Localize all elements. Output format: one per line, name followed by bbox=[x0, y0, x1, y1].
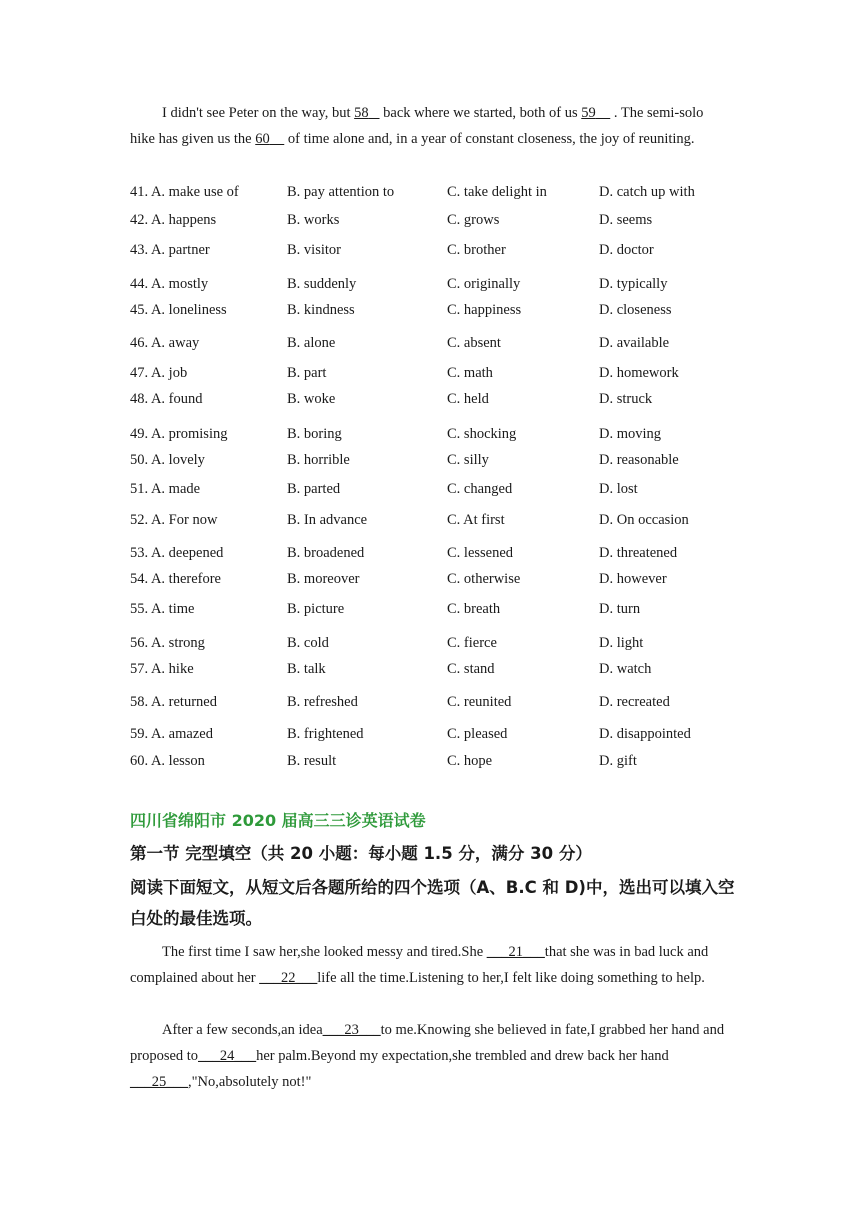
option-b: B. result bbox=[287, 753, 337, 769]
option-d: D. lost bbox=[599, 481, 638, 497]
option-d: D. recreated bbox=[599, 694, 670, 710]
option-b: B. alone bbox=[287, 335, 336, 351]
blank-23: ___23___ bbox=[322, 1022, 381, 1038]
option-c: C. At first bbox=[447, 512, 505, 528]
blank-21: ___21___ bbox=[486, 944, 545, 960]
option-d: D. light bbox=[599, 635, 644, 651]
option-b: B. In advance bbox=[287, 512, 368, 528]
option-b: B. frightened bbox=[287, 726, 364, 742]
option-num: 46. A. away bbox=[130, 335, 200, 351]
passage-text: . The semi-solo hike has given us the bbox=[130, 105, 704, 147]
option-num: 57. A. hike bbox=[130, 661, 194, 677]
option-num: 48. A. found bbox=[130, 391, 203, 407]
option-num: 43. A. partner bbox=[130, 242, 210, 258]
blank-58: 58 bbox=[354, 105, 369, 121]
option-d: D. typically bbox=[599, 276, 668, 292]
option-num: 47. A. job bbox=[130, 365, 188, 381]
option-b: B. works bbox=[287, 212, 340, 228]
option-num: 59. A. amazed bbox=[130, 726, 213, 742]
option-b: B. visitor bbox=[287, 242, 341, 258]
option-c: C. reunited bbox=[447, 694, 512, 710]
option-d: D. struck bbox=[599, 391, 653, 407]
option-num: 42. A. happens bbox=[130, 212, 217, 228]
blank-24: ___24___ bbox=[198, 1048, 257, 1064]
passage-text: I didn't see Peter on the way, but bbox=[162, 105, 355, 121]
option-d: D. seems bbox=[599, 212, 653, 228]
option-b: B. suddenly bbox=[287, 276, 357, 292]
option-c: C. silly bbox=[447, 452, 489, 468]
option-num: 53. A. deepened bbox=[130, 545, 224, 561]
option-num: 45. A. loneliness bbox=[130, 302, 227, 318]
blank-22: ___22___ bbox=[259, 970, 318, 986]
option-num: 55. A. time bbox=[130, 601, 195, 617]
option-d: D. gift bbox=[599, 753, 637, 769]
passage-text: of time alone and, in a year of constant closeness, the joy of reuniting. bbox=[284, 131, 695, 147]
option-c: C. stand bbox=[447, 661, 495, 677]
option-c: C. changed bbox=[447, 481, 513, 497]
option-b: B. woke bbox=[287, 391, 336, 407]
option-d: D. turn bbox=[599, 601, 641, 617]
option-c: C. grows bbox=[447, 212, 500, 228]
option-d: D. moving bbox=[599, 426, 662, 442]
blank-25: ___25___ bbox=[130, 1074, 188, 1090]
option-num: 60. A. lesson bbox=[130, 753, 205, 769]
option-b: B. refreshed bbox=[287, 694, 358, 710]
instructions: 阅读下面短文，从短文后各题所给的四个选项（A、B.C 和 D)中，选出可以填入空白处的最佳选项。 bbox=[130, 878, 735, 928]
option-num: 51. A. made bbox=[130, 481, 201, 497]
option-c: C. absent bbox=[447, 335, 501, 351]
option-d: D. catch up with bbox=[599, 184, 695, 200]
option-c: C. otherwise bbox=[447, 571, 521, 587]
option-d: D. threatened bbox=[599, 545, 678, 561]
option-b: B. cold bbox=[287, 635, 329, 651]
option-d: D. On occasion bbox=[599, 512, 689, 528]
option-c: C. originally bbox=[447, 276, 521, 292]
option-b: B. boring bbox=[287, 426, 342, 442]
option-c: C. pleased bbox=[447, 726, 508, 742]
option-b: B. broadened bbox=[287, 545, 365, 561]
option-b: B. parted bbox=[287, 481, 341, 497]
option-b: B. moreover bbox=[287, 571, 360, 587]
new-passage-paragraph-2: After a few seconds,an idea___23___to me.Knowing she believed in fate,I grabbed her hand and proposed to___24___her palm.Beyond my expectation,she trembled and drew back her hand ___25___,"No,absolutely not!" bbox=[130, 1022, 725, 1090]
option-c: C. brother bbox=[447, 242, 506, 258]
part-heading: 第一节 完型填空（共 20 小题：每小题 1.5 分，满分 30 分） bbox=[130, 844, 592, 863]
option-b: B. kindness bbox=[287, 302, 355, 318]
option-d: D. doctor bbox=[599, 242, 654, 258]
option-num: 44. A. mostly bbox=[130, 276, 209, 292]
section-title: 四川省绵阳市 2020 届高三三诊英语试卷 bbox=[130, 811, 426, 830]
option-b: B. picture bbox=[287, 601, 345, 617]
option-num: 54. A. therefore bbox=[130, 571, 221, 587]
option-b: B. part bbox=[287, 365, 327, 381]
option-c: C. breath bbox=[447, 601, 501, 617]
option-d: D. available bbox=[599, 335, 670, 351]
option-num: 58. A. returned bbox=[130, 694, 217, 710]
option-num: 52. A. For now bbox=[130, 512, 218, 528]
option-c: C. fierce bbox=[447, 635, 497, 651]
blank-59: 59 bbox=[581, 105, 596, 121]
option-b: B. pay attention to bbox=[287, 184, 395, 200]
option-d: D. reasonable bbox=[599, 452, 679, 468]
option-d: D. closeness bbox=[599, 302, 672, 318]
option-c: C. happiness bbox=[447, 302, 522, 318]
option-d: D. watch bbox=[599, 661, 652, 677]
option-num: 56. A. strong bbox=[130, 635, 205, 651]
option-c: C. lessened bbox=[447, 545, 514, 561]
option-c: C. math bbox=[447, 365, 493, 381]
option-num: 49. A. promising bbox=[130, 426, 228, 442]
option-d: D. homework bbox=[599, 365, 679, 381]
option-c: C. take delight in bbox=[447, 184, 547, 200]
passage-text: back where we started, both of us bbox=[379, 105, 582, 121]
new-passage-paragraph-1: The first time I saw her,she looked messy and tired.She ___21___that she was in bad luck and complained about her ___22___life all the time.Listening to her,I felt like doing something to help. bbox=[130, 944, 709, 986]
option-num: 50. A. lovely bbox=[130, 452, 205, 468]
option-c: C. hope bbox=[447, 753, 493, 769]
option-d: D. however bbox=[599, 571, 667, 587]
option-b: B. talk bbox=[287, 661, 326, 677]
blank-60: 60 bbox=[255, 131, 270, 147]
option-d: D. disappointed bbox=[599, 726, 691, 742]
option-c: C. held bbox=[447, 391, 489, 407]
option-b: B. horrible bbox=[287, 452, 350, 468]
option-num: 41. A. make use of bbox=[130, 184, 239, 200]
passage-paragraph-end bbox=[130, 100, 730, 152]
option-c: C. shocking bbox=[447, 426, 517, 442]
